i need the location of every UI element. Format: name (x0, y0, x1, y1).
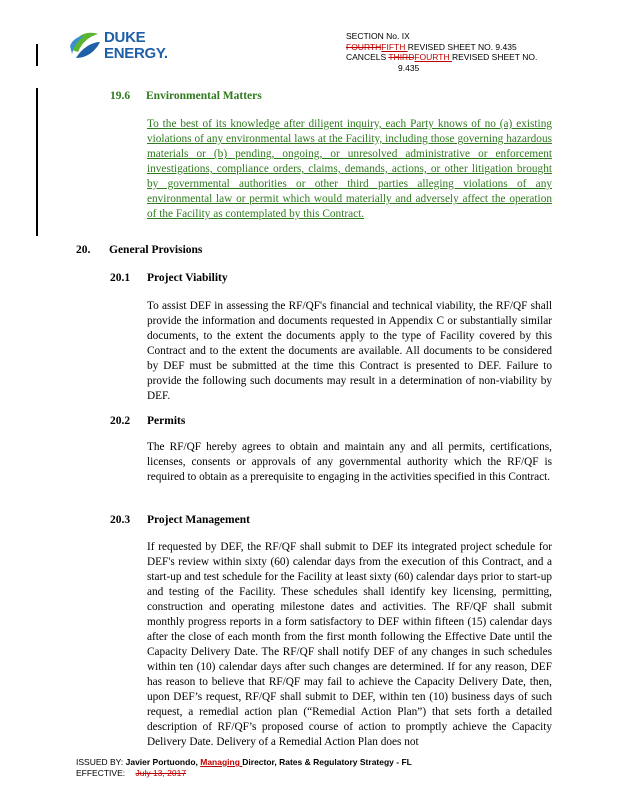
section-title: Permits (147, 415, 186, 427)
cancels-prefix: CANCELS (346, 52, 389, 62)
logo-wordmark (104, 30, 168, 62)
deleted-revision: FOURTH (346, 41, 382, 52)
section-20-1-body: To assist DEF in assessing the RF/QF's financial and technical viability, the RF/QF shall provide the information and documents requested in Appendix C or substantially similar documents, to the extent the documents apply to the type of Facility covered by this Contract and to the extent the documents are available. All documents to be considered by DEF must be submitted at the time this Contract is presented to DEF. Failure to provide the following such documents may result in a determination of non-viability by DEF. (147, 300, 552, 402)
effective-line (76, 768, 412, 779)
logo-text-energy: ENERGY. (104, 45, 168, 62)
section-title: General Provisions (109, 244, 203, 256)
section-20-2-body: The RF/QF hereby agrees to obtain and maintain any and all permits, certifications, licenses, consents or approvals of any governmental authority which the RF/QF is required to obtain as a prerequisite to engaging in the activities specified in this Contract. (147, 441, 552, 483)
effective-label: EFFECTIVE: (76, 768, 128, 778)
issued-by-line (76, 757, 412, 768)
section-number: 20.3 (110, 514, 131, 526)
change-bar-section-19-6 (36, 88, 38, 236)
section-number: 19.6 (110, 90, 131, 102)
section-number: 20.1 (110, 272, 131, 284)
issued-by-title: Director, Rates & Regulatory Strategy - FL (242, 757, 412, 767)
issued-by-inserted: Managing (200, 757, 243, 767)
change-bar-header (36, 44, 38, 66)
section-number: 20.2 (110, 415, 131, 427)
page-footer (76, 757, 412, 779)
deleted-cancels-revision: THIRD (388, 52, 415, 62)
issued-by-name: Javier Portuondo, (125, 757, 201, 767)
section-20-3-body: If requested by DEF, the RF/QF shall submit to DEF its integrated project schedule for DEF's review within sixty (60) calendar days from the execution of this Contract, and a start-up and test schedule for the Facility at least sixty (60) calendar days prior to start-up and testing of the Facility. These schedules shall identify key licensing, permitting, construction and operating milestone dates and activities. The RF/QF shall submit monthly progress reports in a form satisfactory to DEF within fifteen (15) calendar days after the close of each month from the first month following the Effective Date until the Capacity Delivery Date. The RF/QF shall notify DEF of any changes in such schedules within ten (10) calendar days after such changes are determined. If for any reason, DEF has reason to believe that RF/QF may fail to achieve the Capacity Delivery Date, then, upon DEF’s request, RF/QF shall submit to DEF, within ten (10) business days of such request, a remedial action plan (“Remedial Action Plan”) that sets forth a detailed description of RF/QF’s proposed course of action to promptly achieve the Capacity Delivery Date. Delivery of a Remedial Action Plan does not (147, 541, 552, 748)
inserted-revision: FIFTH (381, 41, 408, 52)
duke-energy-logo-icon (68, 28, 102, 62)
logo-text-duke: DUKE (104, 29, 146, 46)
section-number: SECTION No. IX (346, 31, 410, 41)
duke-energy-logo (68, 28, 188, 68)
section-19-6-body: To the best of its knowledge after diligent inquiry, each Party knows of no (a) existing violations of any environmental laws at the Facility, including those governing hazardous materials or (b) pending, ongoing, or unresolved administrative or enforcement investigations, compliance orders, claims, demands, actions, or other litigation brought by governmental authorities or other third parties alleging violations of any environmental law or permit which would materially and adversely affect the operation of the Facility as contemplated by this Contract. (147, 118, 552, 220)
sheet-header (346, 31, 576, 73)
section-title: Project Management (147, 514, 250, 526)
effective-date-deleted: July 13, 2017 (135, 768, 187, 778)
section-number: 20. (76, 244, 91, 256)
cancels-line (346, 52, 576, 63)
inserted-cancels-revision: FOURTH (414, 52, 452, 62)
cancels-sheet-number: 9.435 (398, 62, 420, 73)
revised-sheet-text: REVISED SHEET NO. 9.435 (407, 41, 517, 52)
section-title: Project Viability (147, 272, 228, 284)
cancels-sheet-text: REVISED SHEET NO. (451, 52, 538, 62)
section-title: Environmental Matters (146, 90, 262, 102)
issued-by-label: ISSUED BY: (76, 757, 126, 767)
revised-sheet-line (346, 42, 576, 53)
